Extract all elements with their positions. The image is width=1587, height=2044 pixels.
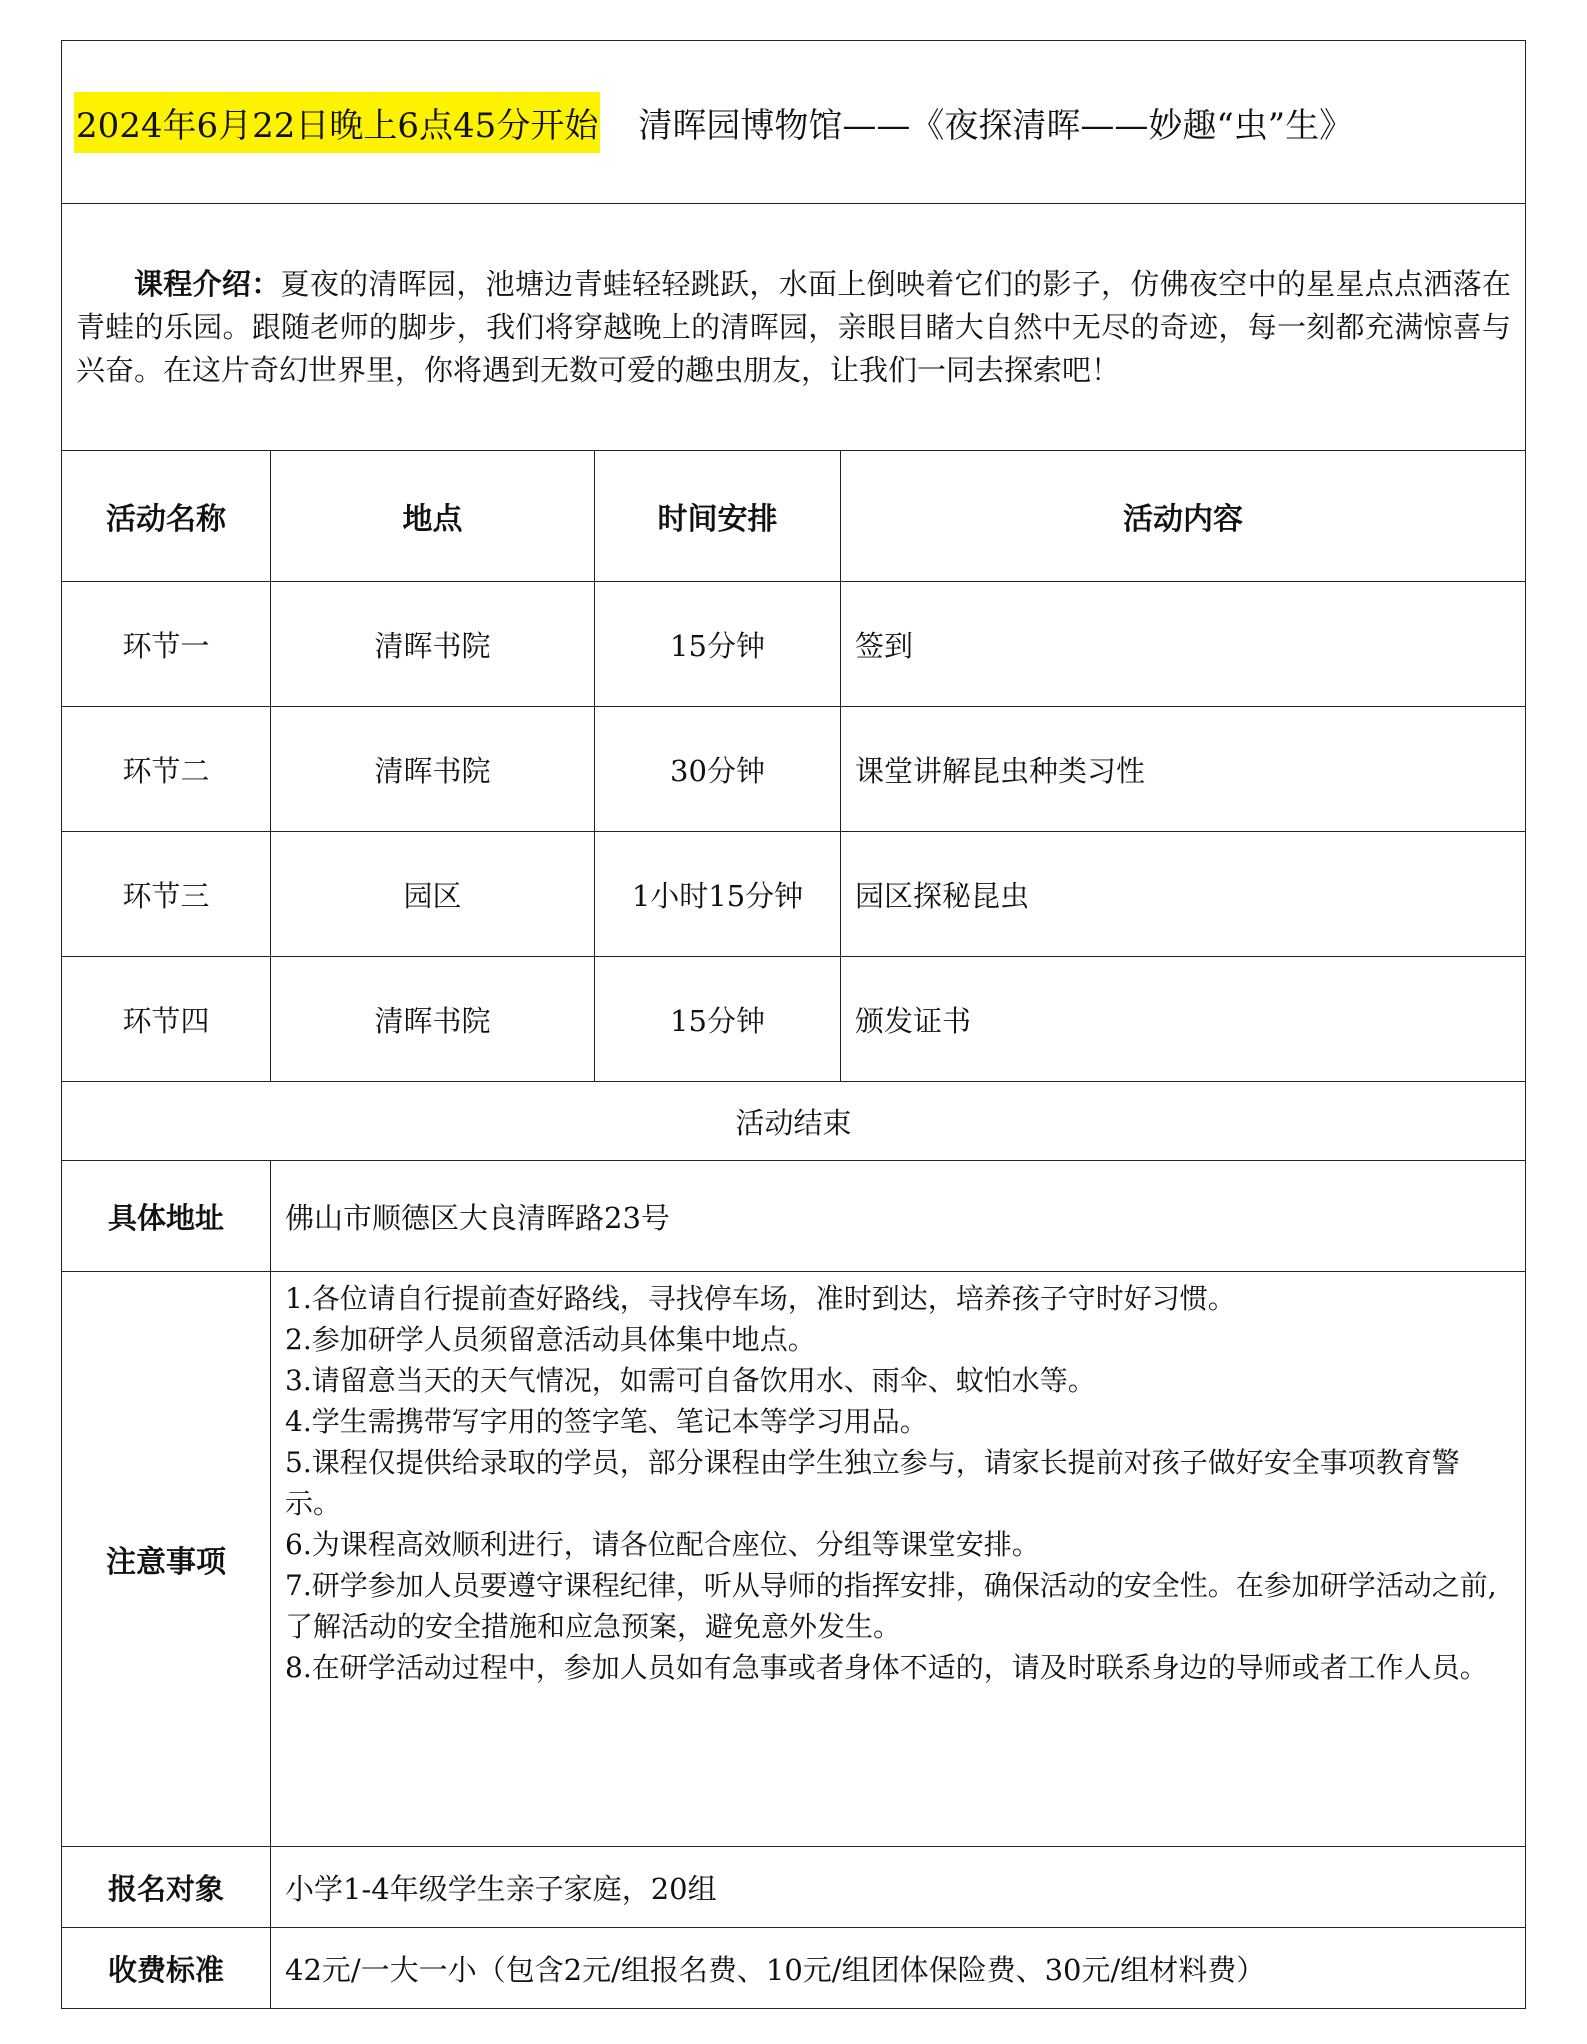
stage-time: 15分钟 — [595, 582, 841, 707]
stage-content: 园区探秘昆虫 — [841, 832, 1526, 957]
notes-list — [285, 1278, 1511, 1688]
stage-time: 1小时15分钟 — [595, 832, 841, 957]
stage-name: 环节一 — [62, 582, 271, 707]
activity-end: 活动结束 — [62, 1082, 1526, 1161]
fee-value: 42元/一大一小（包含2元/组报名费、10元/组团体保险费、30元/组材料费） — [271, 1928, 1526, 2009]
intro-text: 夏夜的清晖园，池塘边青蛙轻轻跳跃，水面上倒映着它们的影子，仿佛夜空中的星星点点洒落在青蛙的乐园。跟随老师的脚步，我们将穿越晚上的清晖园，亲眼目睹大自然中无尽的奇迹，每一刻都充满惊喜与兴奋。在这片奇幻世界里，你将遇到无数可爱的趣虫朋友，让我们一同去探索吧！ — [76, 266, 1512, 387]
table-row — [62, 832, 1526, 957]
stage-name: 环节四 — [62, 957, 271, 1082]
title-row — [62, 41, 1526, 204]
stage-place: 清晖书院 — [271, 707, 595, 832]
audience-value: 小学1-4年级学生亲子家庭，20组 — [271, 1847, 1526, 1928]
address-row — [62, 1161, 1526, 1272]
list-item: 5.课程仅提供给录取的学员，部分课程由学生独立参与，请家长提前对孩子做好安全事项教育警示。 — [285, 1446, 1460, 1520]
notes-row — [62, 1272, 1526, 1847]
stage-content: 课堂讲解昆虫种类习性 — [841, 707, 1526, 832]
schedule-header-row — [62, 451, 1526, 582]
audience-label: 报名对象 — [62, 1847, 271, 1928]
fee-label: 收费标准 — [62, 1928, 271, 2009]
table-row — [62, 582, 1526, 707]
stage-place: 园区 — [271, 832, 595, 957]
course-intro — [76, 263, 1511, 392]
list-item: 7.研学参加人员要遵守课程纪律，听从导师的指挥安排，确保活动的安全性。在参加研学活动之前,了解活动的安全措施和应急预案，避免意外发生。 — [285, 1569, 1497, 1643]
activity-end-row — [62, 1082, 1526, 1161]
stage-name: 环节二 — [62, 707, 271, 832]
stage-content: 颁发证书 — [841, 957, 1526, 1082]
title-cell — [62, 41, 1526, 204]
fee-row — [62, 1928, 1526, 2009]
notes-label: 注意事项 — [62, 1272, 271, 1847]
date-highlight: 2024年6月22日晚上6点45分开始 — [74, 92, 600, 153]
list-item: 3.请留意当天的天气情况，如需可自备饮用水、雨伞、蚊怕水等。 — [285, 1364, 1096, 1397]
stage-content: 签到 — [841, 582, 1526, 707]
intro-row — [62, 204, 1526, 451]
list-item: 2.参加研学人员须留意活动具体集中地点。 — [285, 1323, 816, 1356]
header-activity-name: 活动名称 — [62, 451, 271, 582]
list-item: 1.各位请自行提前查好路线，寻找停车场，准时到达，培养孩子守时好习惯。 — [285, 1282, 1236, 1315]
intro-label: 课程介绍： — [134, 266, 281, 301]
stage-time: 30分钟 — [595, 707, 841, 832]
header-place: 地点 — [271, 451, 595, 582]
stage-place: 清晖书院 — [271, 957, 595, 1082]
activity-table — [61, 40, 1526, 2009]
table-row — [62, 957, 1526, 1082]
notes-cell — [271, 1272, 1526, 1847]
list-item: 6.为课程高效顺利进行，请各位配合座位、分组等课堂安排。 — [285, 1528, 1040, 1561]
header-content: 活动内容 — [841, 451, 1526, 582]
list-item: 8.在研学活动过程中，参加人员如有急事或者身体不适的，请及时联系身边的导师或者工作人员。 — [285, 1651, 1488, 1684]
stage-name: 环节三 — [62, 832, 271, 957]
list-item: 4.学生需携带写字用的签字笔、笔记本等学习用品。 — [285, 1405, 928, 1438]
stage-place: 清晖书院 — [271, 582, 595, 707]
table-row — [62, 707, 1526, 832]
intro-cell — [62, 204, 1526, 451]
address-label: 具体地址 — [62, 1161, 271, 1272]
audience-row — [62, 1847, 1526, 1928]
header-time: 时间安排 — [595, 451, 841, 582]
address-value: 佛山市顺德区大良清晖路23号 — [271, 1161, 1526, 1272]
stage-time: 15分钟 — [595, 957, 841, 1082]
event-title: 清晖园博物馆——《夜探清晖——妙趣“虫”生》 — [638, 105, 1354, 146]
